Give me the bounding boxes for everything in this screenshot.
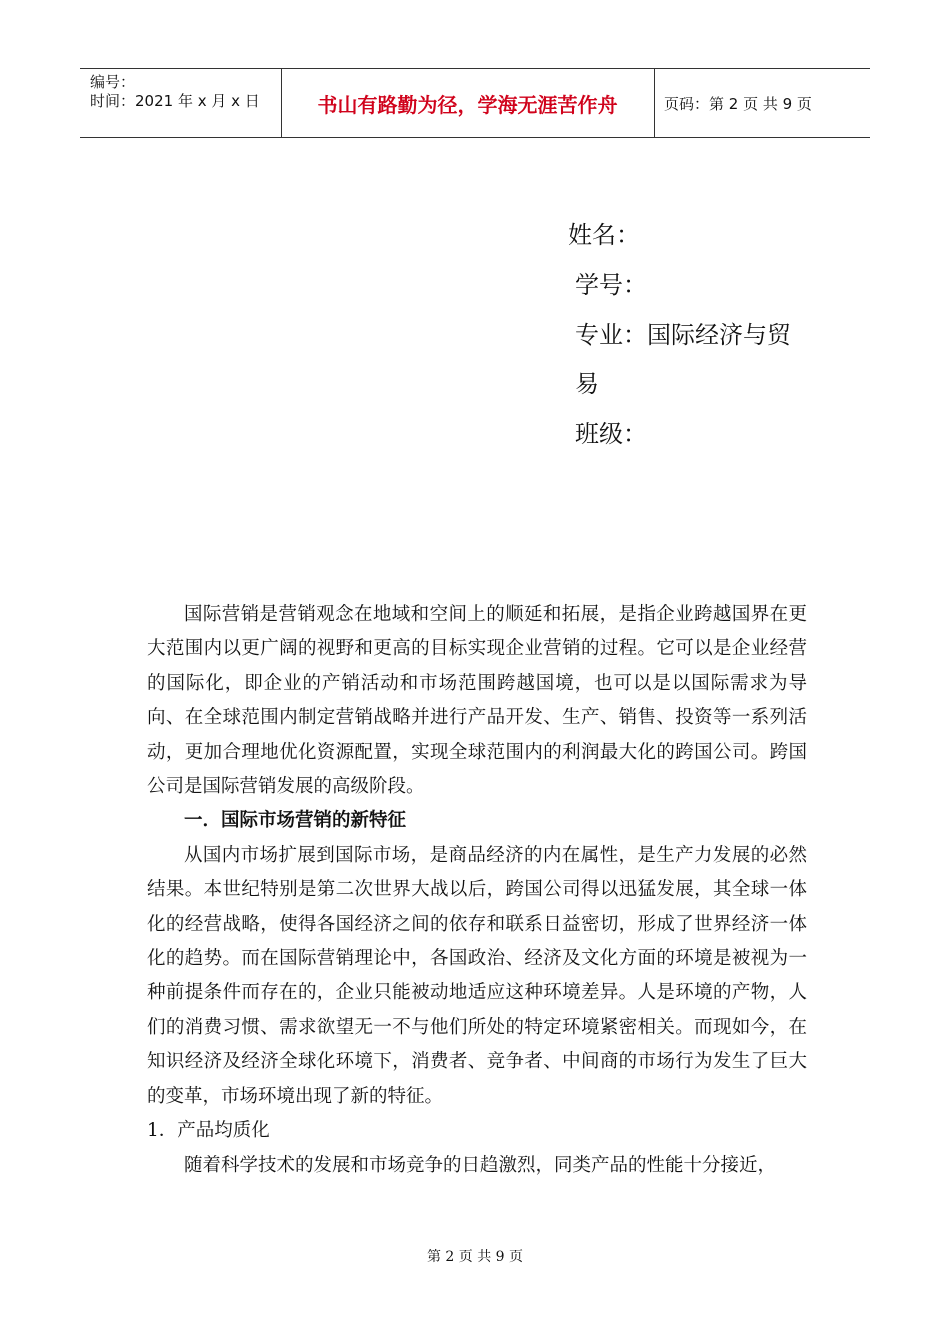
major-field-continued: 易 (575, 370, 599, 398)
page-footer: 第 2 页 共 9 页 (426, 1249, 524, 1265)
paragraph: 随着科学技术的发展和市场竞争的日趋激烈，同类产品的性能十分接近， (184, 1154, 777, 1176)
document-body (147, 598, 807, 1183)
subsection-heading: 1．产品均质化 (147, 1120, 270, 1142)
page-code: 页码：第 2 页 共 9 页 (664, 94, 812, 113)
student-id-field: 学号： (575, 271, 647, 299)
name-field: 姓名： (568, 221, 640, 249)
paragraph: 国际营销是营销观念在地域和空间上的顺延和拓展，是指企业跨越国界在更大范围内以更广阔的视野和更高的目标实现企业营销的过程。它可以是企业经营的国际化，即企业的产销活动和市场范围跨越国境，也可以是以国际需求为导向、在全球范围内制定营销战略并进行产品开发、生产、销售、投资等一系列活动，更加合理地优化资源配置，实现全球范围内的利润最大化的跨国公司。跨国公司是国际营销发展的高级阶段。 (147, 604, 807, 798)
header-motto: 书山有路勤为径，学海无涯苦作舟 (317, 92, 618, 117)
number-label: 编号： (90, 73, 136, 91)
section-heading: 一．国际市场营销的新特征 (184, 810, 407, 832)
paragraph: 从国内市场扩展到国际市场，是商品经济的内在属性，是生产力发展的必然结果。本世纪特别是第二次世界大战以后，跨国公司得以迅猛发展，其全球一体化的经营战略，使得各国经济之间的依存和联系日益密切，形成了世界经济一体化的趋势。而在国际营销理论中，各国政治、经济及文化方面的环境是被视为一种前提条件而存在的，企业只能被动地适应这种环境差异。人是环境的产物，人们的消费习惯、需求欲望无一不与他们所处的特定环境紧密相关。而现如今，在知识经济及经济全球化环境下，消费者、竞争者、中间商的市场行为发生了巨大的变革，市场环境出现了新的特征。 (147, 844, 807, 1107)
time-label: 时间：2021 年 x 月 x 日 (90, 92, 260, 110)
major-field: 专业：国际经济与贸 (575, 321, 791, 349)
header-divider (654, 69, 655, 137)
page-header (80, 68, 870, 138)
header-meta (90, 73, 260, 111)
class-field: 班级： (575, 420, 647, 448)
